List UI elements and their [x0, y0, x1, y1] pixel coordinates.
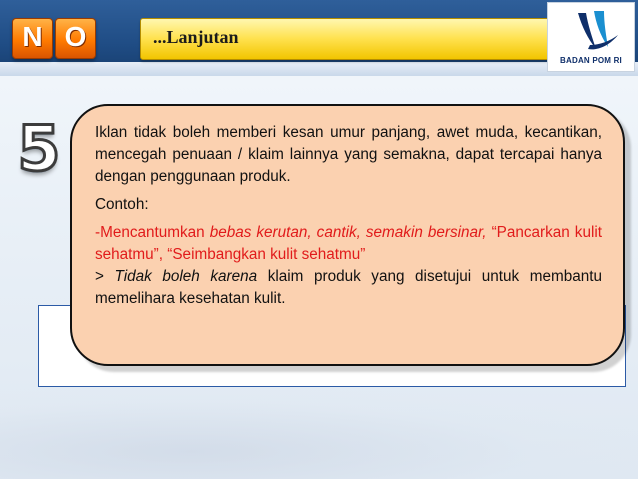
no-letter-o: O: [64, 21, 87, 52]
card-content: [95, 122, 602, 310]
banner-strip: [0, 62, 638, 76]
example-quotes: “Pancarkan kulit sehatmu”, “Seimbangkan kulit sehatmu”: [95, 224, 603, 263]
title-bar: [140, 18, 562, 60]
slide-number: 5: [17, 112, 61, 185]
note-italic: Tidak boleh karena: [114, 268, 258, 285]
example-line: [95, 222, 602, 266]
no-letter-n: N: [22, 21, 43, 52]
example-lead: -Mencantumkan: [95, 224, 205, 241]
main-paragraph: Iklan tidak boleh memberi kesan umur panjang, awet muda, kecantikan, mencegah penuaan / klaim lainnya yang semakna, dapat tercapai hanya dengan penggunaan produk.: [95, 124, 602, 185]
example-italic: bebas kerutan, cantik, semakin bersinar,: [209, 224, 487, 241]
contoh-label: Contoh:: [95, 196, 149, 213]
logo-swoosh-icon: [548, 5, 634, 57]
logo-label: BADAN POM RI: [560, 56, 622, 65]
note-rest: klaim produk yang disetujui untuk membantu memelihara kesehatan kulit.: [95, 268, 602, 307]
note-line: [95, 266, 602, 310]
no-block-o: [55, 18, 96, 59]
badan-pom-logo: [547, 2, 635, 72]
note-prefix: >: [95, 268, 104, 285]
background-hands-image: [0, 388, 638, 479]
no-block-n: [12, 18, 53, 59]
slide-title: ...Lanjutan: [153, 27, 239, 47]
